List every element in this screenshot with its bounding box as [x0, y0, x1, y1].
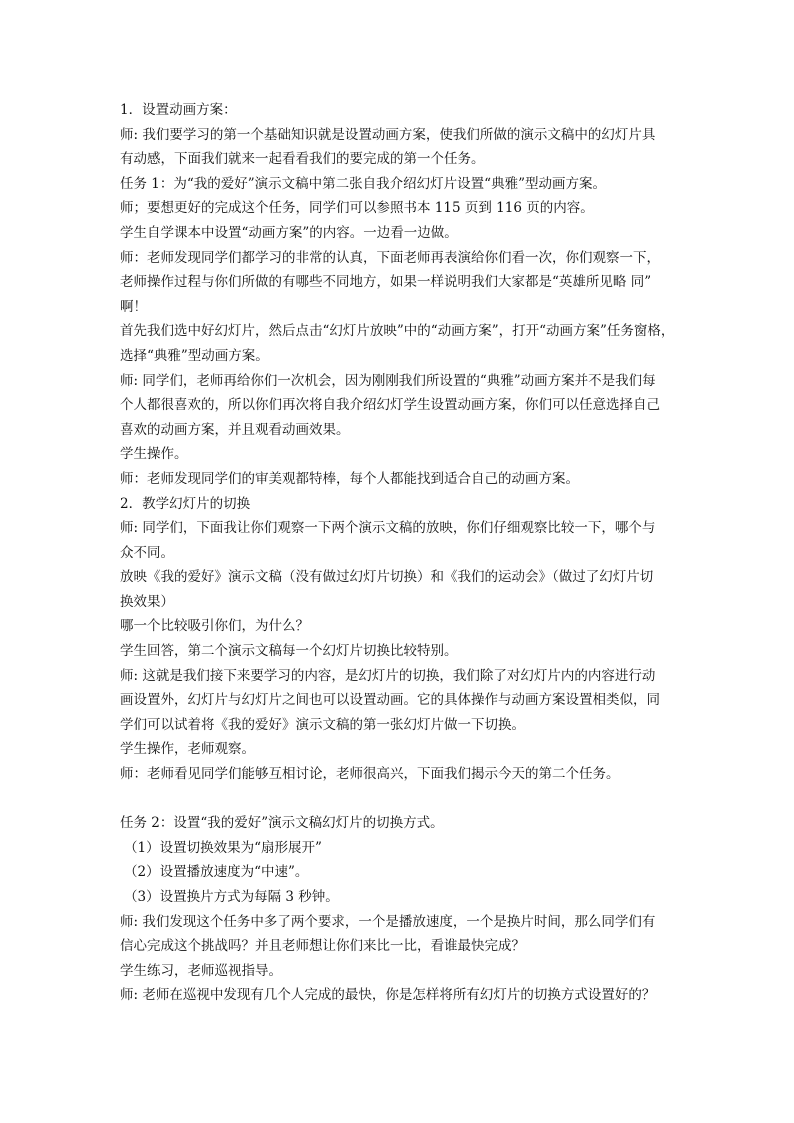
paragraph-challenge [120, 910, 680, 959]
text-line: （2）设置播放速度为“中速”。 [124, 864, 309, 881]
heading-slide-transition [120, 492, 680, 517]
text-line: 师: 同学们，下面我让你们观察一下两个演示文稿的放映，你们仔细观察比较一下，哪个与 [120, 520, 656, 537]
paragraph-steps [120, 319, 680, 368]
task-2-item-1 [120, 836, 680, 861]
text-line: 啊！ [120, 298, 147, 315]
paragraph-textbook-reference [120, 196, 680, 221]
heading-set-animation [120, 98, 680, 123]
text-line: 1．设置动画方案： [120, 102, 237, 118]
text-line: 2．教学幻灯片的切换 [120, 495, 251, 512]
text-line: 师: 同学们，老师再给你们一次机会，因为刚刚我们所设置的“典雅”动画方案并不是我们每 [120, 372, 656, 389]
text-line: 师：老师看见同学们能够互相讨论，老师很高兴，下面我们揭示今天的第二个任务。 [120, 766, 620, 783]
text-line: 师: 我们发现这个任务中多了两个要求，一个是播放速度，一个是换片时间，那么同学们有 [120, 913, 656, 930]
paragraph-teacher-second-task [120, 762, 680, 787]
paragraph-second-chance [120, 369, 680, 443]
text-line: 学生操作。 [120, 446, 188, 463]
paragraph-play-compare [120, 565, 680, 614]
text-line: 学生自学课本中设置“动画方案”的内容。一边看一边做。 [120, 224, 458, 241]
paragraph-fastest [120, 983, 680, 1008]
task-2-item-2 [120, 860, 680, 885]
paragraph-student-answer [120, 639, 680, 664]
document-body [120, 98, 680, 1008]
text-line: 首先我们选中好幻灯片，然后点击“幻灯片放映”中的“动画方案”，打开“动画方案”任务窗格， [120, 323, 675, 340]
text-line: 学生回答，第二个演示文稿每一个幻灯片切换比较特别。 [120, 643, 458, 660]
task-2-item-3 [120, 885, 680, 910]
text-line: 选择“典雅”型动画方案。 [120, 347, 269, 364]
text-line: 师: 这就是我们接下来要学习的内容，是幻灯片的切换，我们除了对幻灯片内的内容进行动 [120, 667, 656, 684]
text-line: 有动感，下面我们就来一起看看我们的要完成的第一个任务。 [120, 151, 485, 168]
paragraph-teacher-demo [120, 246, 680, 320]
text-line: 换效果） [120, 593, 174, 610]
text-line: 画设置外，幻灯片与幻灯片之间也可以设置动画。它的具体操作与动画方案设置相类似，同 [120, 692, 660, 709]
text-line: 放映《我的爱好》演示文稿（没有做过幻灯片切换）和《我们的运动会》（做过了幻灯片切 [120, 569, 654, 586]
paragraph-student-self-study [120, 221, 680, 246]
text-line: 众不同。 [120, 544, 174, 561]
text-line: 信心完成这个挑战吗？并且老师想让你们来比一比，看谁最快完成？ [120, 938, 525, 955]
text-line: 喜欢的动画方案，并且观看动画效果。 [120, 421, 350, 438]
paragraph-observe [120, 516, 680, 565]
text-line: 哪一个比较吸引你们，为什么？ [120, 618, 309, 635]
text-line: （1）设置切换效果为“扇形展开” [124, 839, 322, 856]
text-line: 师: 我们要学习的第一个基础知识就是设置动画方案，使我们所做的演示文稿中的幻灯片具 [120, 126, 656, 143]
text-line: 老师操作过程与你们所做的有哪些不同地方，如果一样说明我们大家都是“英雄所见略 同” [120, 274, 652, 291]
paragraph-question [120, 614, 680, 639]
task-2 [120, 811, 680, 836]
text-line: 个人都很喜欢的，所以你们再次将自我介绍幻灯学生设置动画方案，你们可以任意选择自己 [120, 397, 660, 414]
text-line: 学生练习，老师巡视指导。 [120, 962, 282, 979]
text-line: 任务 1：为“我的爱好”演示文稿中第二张自我介绍幻灯片设置“典雅”型动画方案。 [120, 175, 606, 192]
paragraph-practice [120, 959, 680, 984]
text-line: 师: 老师在巡视中发现有几个人完成的最快，你是怎样将所有幻灯片的切换方式设置好的？ [120, 987, 656, 1004]
text-line: 师：老师发现同学们的审美观都特棒，每个人都能找到适合自己的动画方案。 [120, 470, 579, 487]
task-1 [120, 172, 680, 197]
paragraph-student-observe [120, 737, 680, 762]
text-line: 学生操作，老师观察。 [120, 741, 255, 758]
paragraph-transition-explain [120, 664, 680, 738]
paragraph-teacher-intro [120, 123, 680, 172]
paragraph-teacher-praise [120, 467, 680, 492]
text-line: 师：老师发现同学们都学习的非常的认真，下面老师再表演给你们看一次，你们观察一下， [120, 249, 660, 266]
blank-line [120, 787, 680, 812]
text-line: （3）设置换片方式为每隔 3 秒钟。 [124, 889, 339, 905]
text-line: 任务 2：设置“我的爱好”演示文稿幻灯片的切换方式。 [120, 815, 444, 832]
paragraph-student-operate [120, 442, 680, 467]
text-line: 学们可以试着将《我的爱好》演示文稿的第一张幻灯片做一下切换。 [120, 716, 525, 733]
text-line: 师；要想更好的完成这个任务，同学们可以参照书本 115 页到 116 页的内容。 [120, 200, 594, 217]
